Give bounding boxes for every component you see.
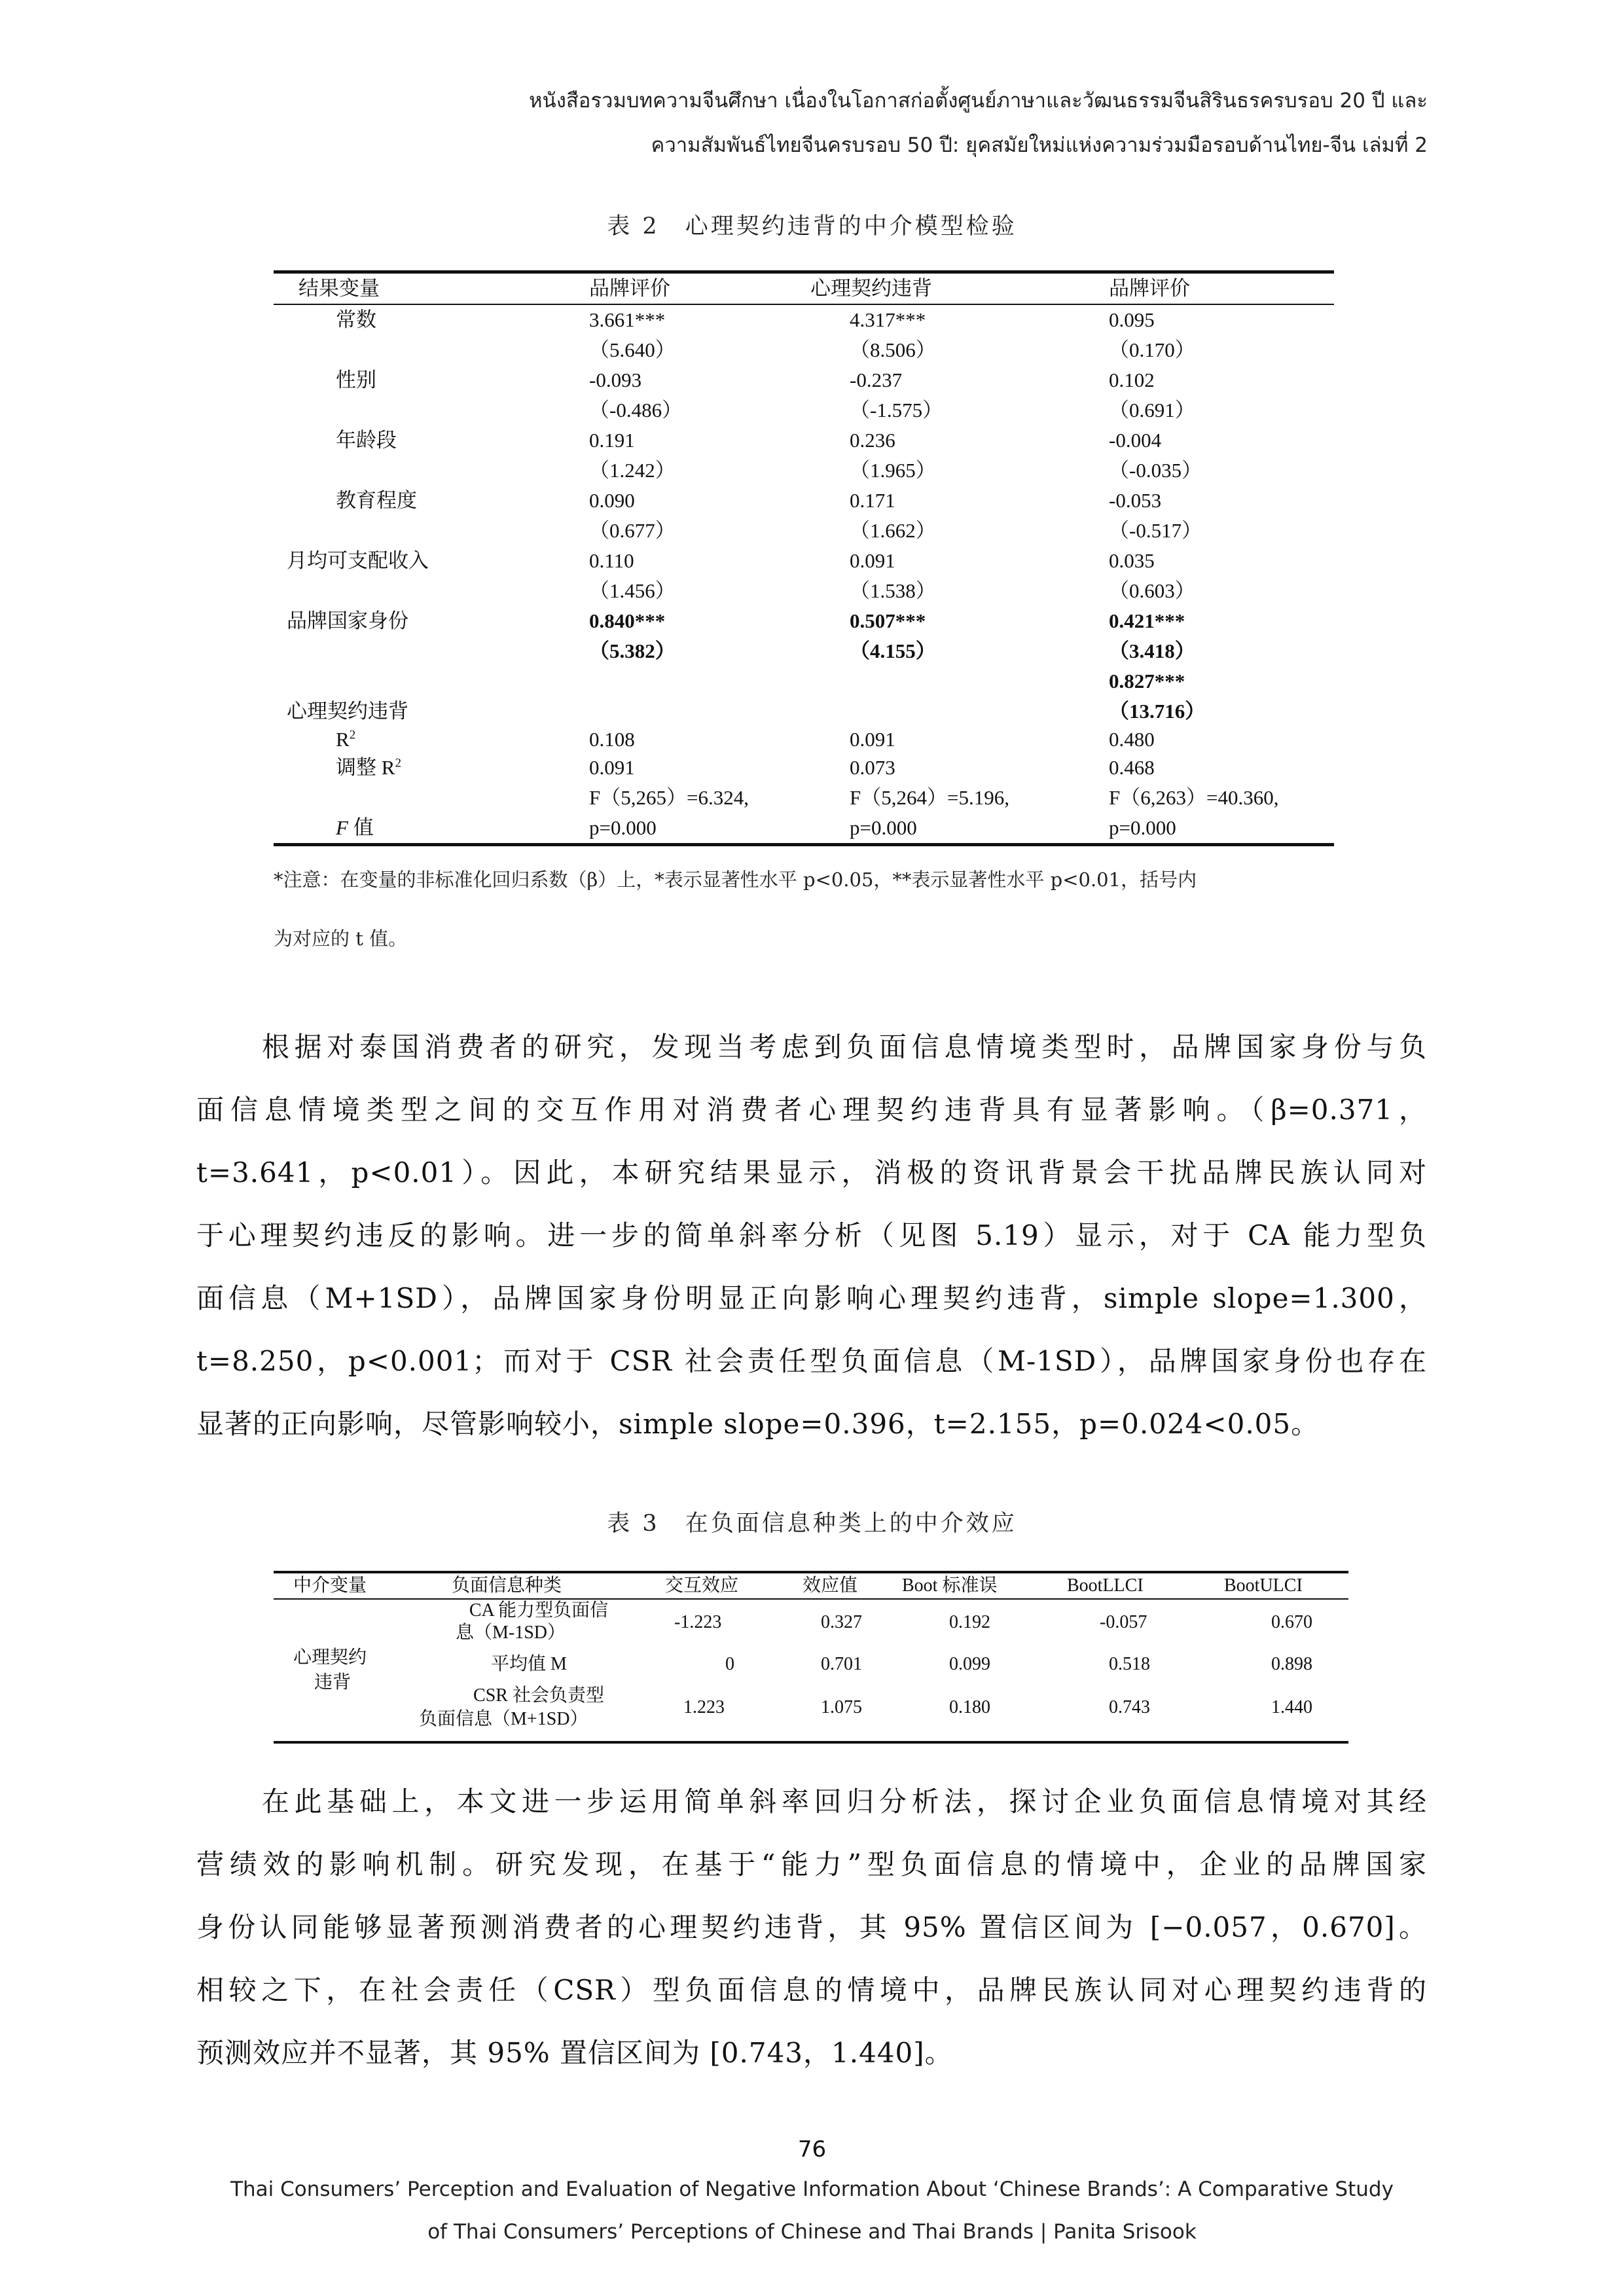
table-cell: 0.507***: [850, 609, 926, 632]
table-cell: 0.191: [589, 429, 635, 452]
table-cell: 0.099: [949, 1654, 990, 1674]
table-cell: 0.091: [850, 728, 895, 751]
paragraph-line: 在此基础上，本文进一步运用简单斜率回归分析法，探讨企业负面信息情境对其经: [262, 1785, 1427, 1818]
table-cell: p=0.000: [850, 816, 917, 839]
table-cell: 0.102: [1109, 368, 1155, 391]
table-cell: 4.317***: [850, 308, 926, 331]
table-cell: （1.538）: [850, 579, 936, 602]
body-paragraph-2: [196, 1770, 1427, 2085]
table-cell: 0.827***: [1109, 670, 1185, 692]
negative-info-type: CSR 社会负责型: [473, 1685, 604, 1706]
negative-info-type: 息（M-1SD）: [456, 1623, 566, 1643]
table-cell: （1.242）: [589, 459, 676, 482]
table-3-header-row: [274, 1573, 1348, 1600]
table-2-header-cell: 心理契约违背: [810, 277, 932, 300]
table-cell: （-1.575）: [850, 399, 943, 422]
paragraph-line: t=8.250，p<0.001；而对于 CSR 社会责任型负面信息（M-1SD），品牌国家身份也存在: [196, 1345, 1427, 1377]
row-label: 教育程度: [336, 489, 417, 512]
table-3-header-cell: 中介变量: [293, 1575, 367, 1596]
footer-line-2: of Thai Consumers’ Perceptions of Chinese and Thai Brands | Panita Srisook: [427, 2220, 1197, 2244]
table-cell: 0.073: [850, 756, 895, 779]
table-row: [274, 606, 1334, 636]
table-cell: （4.155）: [850, 639, 936, 662]
table-cell: （5.640）: [589, 338, 676, 361]
table-cell: 0.898: [1271, 1654, 1312, 1674]
row-label: [336, 753, 401, 783]
table-cell: （-0.486）: [589, 399, 683, 422]
table-row: [274, 666, 1334, 696]
table-row: [274, 425, 1334, 456]
page-number: 76: [797, 2136, 827, 2162]
table-cell: 0.480: [1109, 728, 1155, 751]
table-3-header-cell: 效应值: [803, 1575, 858, 1596]
paragraph-line: 相较之下，在社会责任（CSR）型负面信息的情境中，品牌民族认同对心理契约违背的: [196, 1974, 1427, 2006]
table-2-header-cell: 品牌评价: [1109, 277, 1190, 300]
table-row: [274, 335, 1334, 365]
row-label-text: 值: [348, 816, 374, 839]
table-row: [274, 783, 1334, 813]
table-3-caption: 表 3 在负面信息种类上的中介效应: [607, 1511, 1017, 1537]
table-cell: p=0.000: [589, 816, 657, 839]
table-cell: 0.192: [949, 1612, 990, 1632]
table-cell: 3.661***: [589, 308, 666, 331]
table-3: [274, 1571, 1348, 1744]
table-cell: 0.108: [589, 728, 635, 751]
table-cell: 0.095: [1109, 308, 1155, 331]
table-cell: （-0.517）: [1109, 519, 1202, 542]
table-3-header-cell: 负面信息种类: [452, 1575, 562, 1596]
negative-info-type: CA 能力型负面信: [469, 1600, 609, 1621]
row-label: 月均可支配收入: [287, 549, 429, 572]
table-3-header-cell: BootLLCI: [1067, 1575, 1144, 1596]
running-header-line-2: ความสัมพันธ์ไทยจีนครบรอบ 50 ปี: ยุคสมัยใหม่แห่งความร่วมมือรอบด้านไทย-จีน เล่มที่ 2: [651, 134, 1428, 157]
footer-line-1: Thai Consumers’ Perception and Evaluation of Negative Information About ‘Chinese Brands’: A Comparative Study: [230, 2178, 1394, 2201]
running-header-line-1: หนังสือรวมบทความจีนศึกษา เนื่องในโอกาสก่อตั้งศูนย์ภาษาและวัฒนธรรมจีนสิรินธรครบรอบ 20 ปี และ: [529, 89, 1428, 113]
table-cell: 0.421***: [1109, 609, 1185, 632]
table-cell: 0.743: [1109, 1697, 1150, 1717]
paragraph-line: 根据对泰国消费者的研究，发现当考虑到负面信息情境类型时，品牌国家身份与负: [262, 1031, 1427, 1063]
paragraph-line: 预测效应并不显著，其 95% 置信区间为 [0.743，1.440]。: [196, 2037, 953, 2069]
table-row: [274, 456, 1334, 486]
table-cell: 0.701: [821, 1654, 862, 1674]
table-cell: 0.840***: [589, 609, 666, 632]
table-2-note: 为对应的 t 值。: [274, 927, 408, 950]
table-cell: 0.090: [589, 489, 635, 512]
table-cell: -0.057: [1100, 1612, 1147, 1632]
table-cell: -0.053: [1109, 489, 1162, 512]
row-label: 年龄段: [336, 429, 397, 452]
table-row: [274, 576, 1334, 606]
row-label-italic: F: [336, 816, 348, 839]
table-cell: 0.670: [1271, 1612, 1312, 1632]
row-label-text: R: [336, 728, 350, 751]
table-row: [274, 546, 1334, 576]
table-cell: -0.237: [850, 368, 903, 391]
table-cell: 0.035: [1109, 549, 1155, 572]
table-2: [274, 270, 1334, 846]
paragraph-line: 面信息情境类型之间的交互作用对消费者心理契约违背具有显著影响。（β=0.371，: [196, 1094, 1427, 1126]
paragraph-line: 面信息（M+1SD），品牌国家身份明显正向影响心理契约违背，simple slope=1.300，: [196, 1282, 1427, 1314]
table-cell: 0.110: [589, 549, 634, 572]
row-label: 心理契约违背: [287, 700, 408, 723]
negative-info-type: 平均值 M: [491, 1654, 567, 1674]
table-cell: 0.091: [589, 756, 635, 779]
table-row: [274, 726, 1334, 753]
superscript: 2: [349, 728, 356, 742]
running-header: [184, 79, 1428, 168]
table-cell: 0.091: [850, 549, 895, 572]
superscript: 2: [395, 756, 401, 770]
table-cell: -0.093: [589, 368, 642, 391]
table-cell: （1.965）: [850, 459, 936, 482]
table-cell: 1.223: [683, 1697, 725, 1717]
table-cell: 1.440: [1271, 1697, 1312, 1717]
paragraph-line: 显著的正向影响，尽管影响较小，simple slope=0.396，t=2.155，p=0.024<0.05。: [196, 1408, 1320, 1440]
table-2-header-row: [274, 274, 1334, 305]
table-cell: （1.662）: [850, 519, 936, 542]
table-cell: -0.004: [1109, 429, 1162, 452]
row-label: 性别: [336, 368, 376, 391]
paragraph-line: 于心理契约违反的影响。进一步的简单斜率分析（见图 5.19）显示，对于 CA 能力型负: [196, 1219, 1427, 1251]
table-row: [274, 516, 1334, 546]
table-3-header-cell: BootULCI: [1224, 1575, 1303, 1596]
table-cell: （13.716）: [1109, 700, 1206, 723]
table-cell: （-0.035）: [1109, 459, 1202, 482]
row-label: [336, 813, 374, 843]
paragraph-line: t=3.641，p<0.01）。因此，本研究结果显示，消极的资讯背景会干扰品牌民族认同对: [196, 1157, 1427, 1189]
table-row: [274, 395, 1334, 425]
row-label: [336, 726, 355, 753]
table-cell: 0.171: [850, 489, 895, 512]
body-paragraph-1: [196, 1016, 1427, 1456]
mediator-label: 心理契约: [293, 1647, 367, 1668]
table-cell: -1.223: [674, 1612, 722, 1632]
mediator-label: 违背: [314, 1672, 352, 1693]
table-cell: （8.506）: [850, 338, 936, 361]
table-cell: 1.075: [821, 1697, 862, 1717]
table-cell: 0.180: [949, 1697, 990, 1717]
table-2-note: *注意：在变量的非标准化回归系数（β）上，*表示显著性水平 p<0.05，**表示显著性水平 p<0.01，括号内: [274, 869, 1197, 891]
table-cell: （5.382）: [589, 639, 676, 662]
negative-info-type: 负面信息（M+1SD）: [419, 1709, 588, 1729]
table-cell: 0.518: [1109, 1654, 1150, 1674]
table-cell: （1.456）: [589, 579, 676, 602]
table-row: [274, 813, 1334, 843]
table-row: [274, 486, 1334, 516]
table-row: [274, 365, 1334, 395]
table-cell: （0.603）: [1109, 579, 1195, 602]
table-cell: （0.170）: [1109, 338, 1195, 361]
row-label: 品牌国家身份: [287, 609, 408, 632]
table-row: [274, 696, 1334, 726]
paragraph-line: 身份认同能够显著预测消费者的心理契约违背，其 95% 置信区间为 [−0.057，0.670]。: [196, 1911, 1427, 1943]
table-cell: （3.418）: [1109, 639, 1195, 662]
table-cell: 0.236: [850, 429, 895, 452]
table-row: [274, 636, 1334, 666]
row-label: 常数: [336, 308, 376, 331]
table-3-header-cell: Boot 标准误: [902, 1575, 998, 1596]
table-2-header-cell: 结果变量: [298, 277, 380, 300]
table-3-header-cell: 交互效应: [665, 1575, 739, 1596]
table-cell: （0.691）: [1109, 399, 1195, 422]
table-cell: F（5,265）=6.324,: [589, 786, 749, 809]
table-cell: （0.677）: [589, 519, 676, 542]
row-label-text: 调整 R: [336, 756, 395, 779]
table-cell: 0: [725, 1654, 734, 1674]
table-cell: 0.327: [821, 1612, 862, 1632]
table-cell: F（6,263）=40.360,: [1109, 786, 1279, 809]
table-2-caption: 表 2 心理契约违背的中介模型检验: [607, 213, 1017, 240]
table-row: [274, 305, 1334, 335]
paragraph-line: 营绩效的影响机制。研究发现，在基于“能力”型负面信息的情境中，企业的品牌国家: [196, 1848, 1427, 1880]
table-cell: p=0.000: [1109, 816, 1176, 839]
table-2-header-cell: 品牌评价: [589, 277, 670, 300]
table-cell: 0.468: [1109, 756, 1155, 779]
table-cell: F（5,264）=5.196,: [850, 786, 1009, 809]
table-row: [274, 753, 1334, 783]
